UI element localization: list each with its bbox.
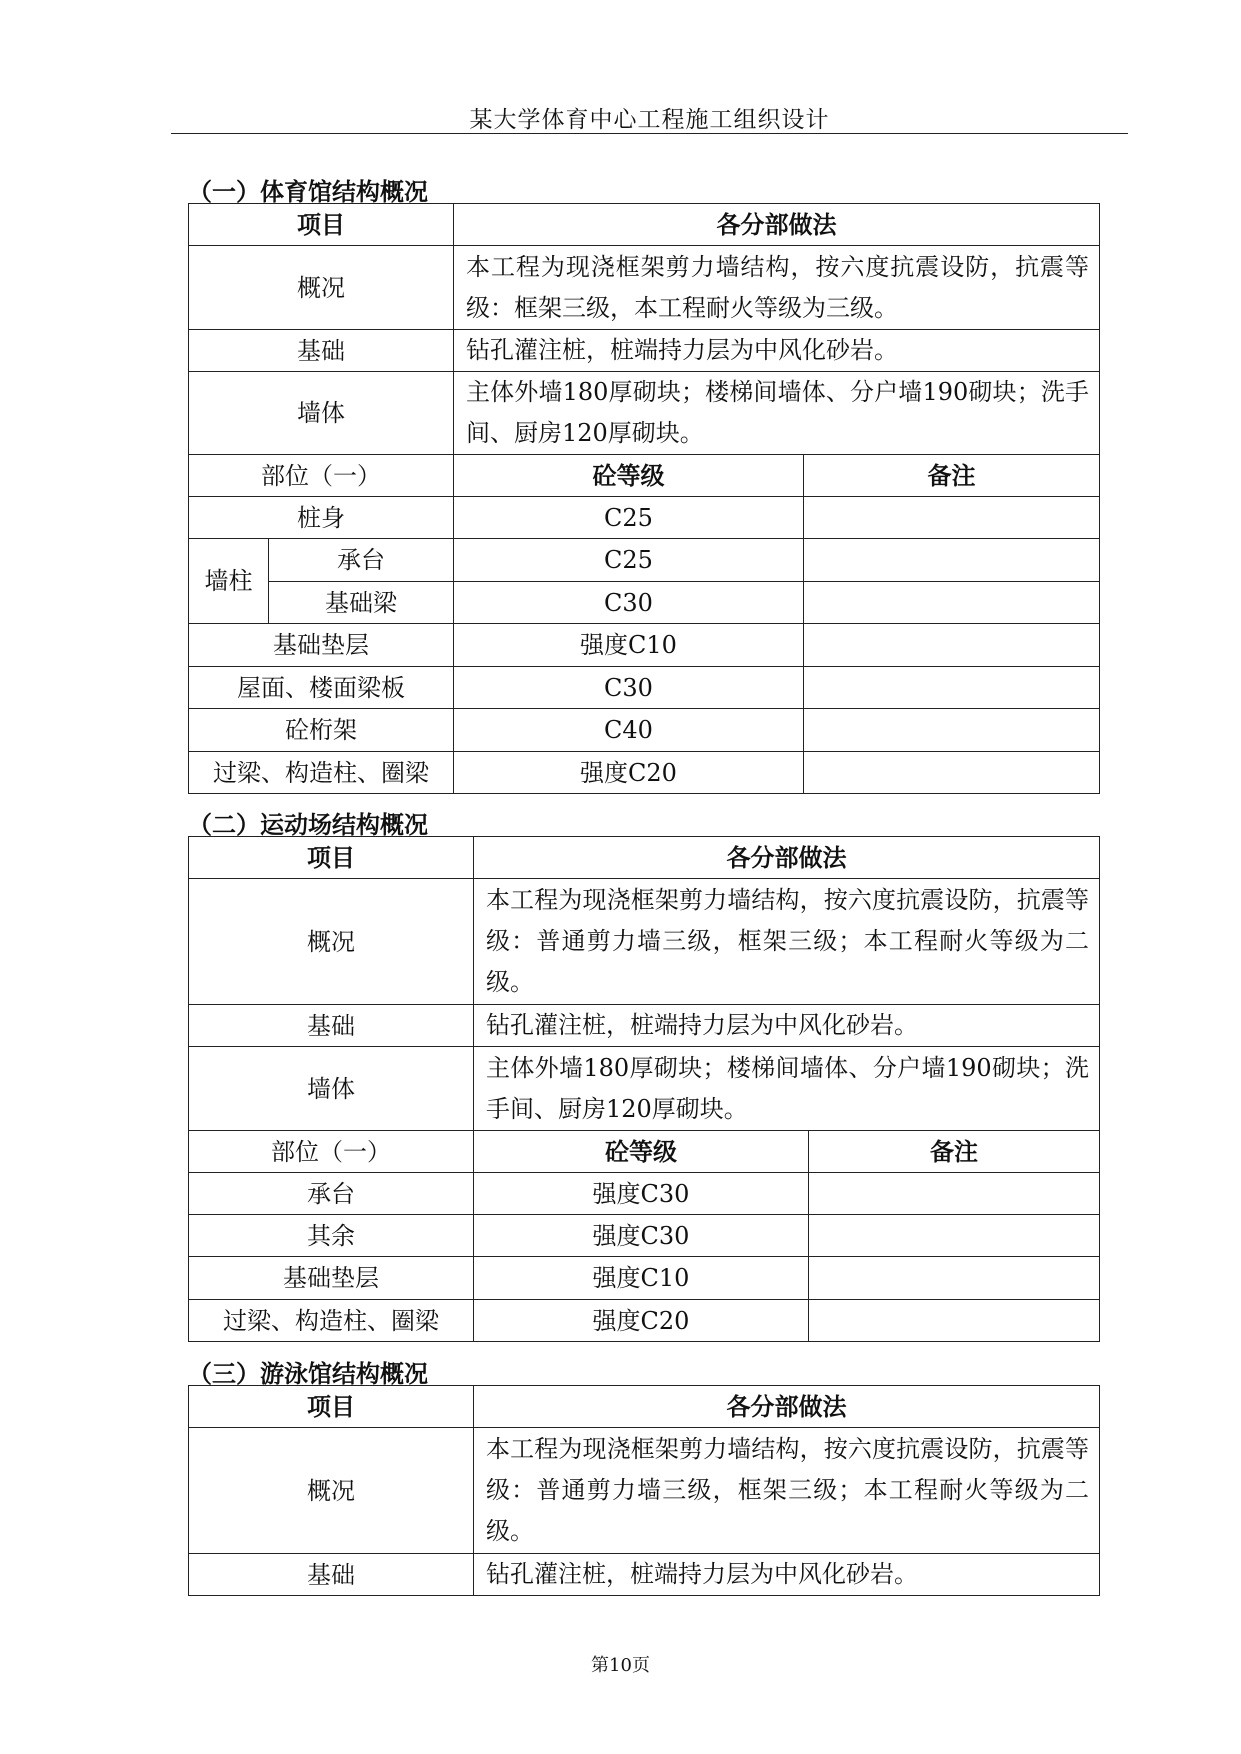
section-title: （二）运动场结构概况	[188, 811, 428, 839]
grade-part: 过梁、构造柱、圈梁	[189, 752, 454, 794]
grade-value: 强度C10	[454, 624, 804, 667]
grade-note	[809, 1257, 1100, 1300]
grade-note	[804, 497, 1100, 539]
grade-note	[804, 624, 1100, 667]
row-label: 墙体	[189, 372, 454, 455]
grade-header-grade: 砼等级	[474, 1131, 809, 1173]
row-label: 概况	[189, 1428, 474, 1554]
row-text: 钻孔灌注桩，桩端持力层为中风化砂岩。	[474, 1554, 1100, 1596]
grade-header-part: 部位（一）	[189, 455, 454, 497]
row-text: 本工程为现浇框架剪力墙结构，按六度抗震设防，抗震等级：普通剪力墙三级，框架三级；本工程耐火等级为二级。	[474, 1428, 1100, 1554]
grade-value: 强度C10	[474, 1257, 809, 1300]
grade-note	[804, 539, 1100, 582]
grade-note	[809, 1215, 1100, 1257]
grade-part: 其余	[189, 1215, 474, 1257]
grade-note	[804, 667, 1100, 709]
column-header-item: 项目	[189, 1386, 474, 1428]
section-title: （一）体育馆结构概况	[188, 178, 428, 206]
grade-group-label: 墙柱	[189, 539, 269, 624]
grade-part: 承台	[269, 539, 454, 582]
row-text: 本工程为现浇框架剪力墙结构，按六度抗震设防，抗震等级：普通剪力墙三级，框架三级；本工程耐火等级为二级。	[474, 879, 1100, 1005]
grade-part: 承台	[189, 1173, 474, 1215]
column-header-method: 各分部做法	[474, 837, 1100, 879]
structure-table-gym	[188, 203, 1100, 794]
row-label: 墙体	[189, 1047, 474, 1131]
grade-part: 屋面、楼面梁板	[189, 667, 454, 709]
grade-note	[809, 1300, 1100, 1342]
grade-value: 强度C20	[474, 1300, 809, 1342]
grade-header-note: 备注	[804, 455, 1100, 497]
grade-part: 桩身	[189, 497, 454, 539]
grade-value: C40	[454, 709, 804, 752]
header-rule	[171, 133, 1128, 134]
grade-note	[809, 1173, 1100, 1215]
grade-header-grade: 砼等级	[454, 455, 804, 497]
column-header-method: 各分部做法	[474, 1386, 1100, 1428]
grade-note	[804, 709, 1100, 752]
grade-value: 强度C20	[454, 752, 804, 794]
grade-part: 基础垫层	[189, 624, 454, 667]
row-text: 主体外墙180厚砌块；楼梯间墙体、分户墙190砌块；洗手间、厨房120厚砌块。	[474, 1047, 1100, 1131]
row-text: 本工程为现浇框架剪力墙结构，按六度抗震设防，抗震等级：框架三级，本工程耐火等级为三级。	[454, 246, 1100, 330]
grade-header-note: 备注	[809, 1131, 1100, 1173]
grade-value: C30	[454, 582, 804, 624]
column-header-item: 项目	[189, 204, 454, 246]
row-text: 钻孔灌注桩，桩端持力层为中风化砂岩。	[454, 330, 1100, 372]
row-text: 钻孔灌注桩，桩端持力层为中风化砂岩。	[474, 1005, 1100, 1047]
row-label: 基础	[189, 1554, 474, 1596]
grade-part: 过梁、构造柱、圈梁	[189, 1300, 474, 1342]
row-label: 基础	[189, 1005, 474, 1047]
grade-part: 砼桁架	[189, 709, 454, 752]
structure-table-stadium	[188, 836, 1100, 1342]
row-label: 概况	[189, 246, 454, 330]
structure-table-pool	[188, 1385, 1100, 1596]
row-text: 主体外墙180厚砌块；楼梯间墙体、分户墙190砌块；洗手间、厨房120厚砌块。	[454, 372, 1100, 455]
row-label: 概况	[189, 879, 474, 1005]
grade-header-part: 部位（一）	[189, 1131, 474, 1173]
section-title: （三）游泳馆结构概况	[188, 1360, 428, 1388]
grade-value: C25	[454, 497, 804, 539]
grade-value: C25	[454, 539, 804, 582]
grade-value: 强度C30	[474, 1173, 809, 1215]
grade-note	[804, 752, 1100, 794]
grade-part: 基础梁	[269, 582, 454, 624]
grade-part: 基础垫层	[189, 1257, 474, 1300]
grade-value: C30	[454, 667, 804, 709]
row-label: 基础	[189, 330, 454, 372]
column-header-item: 项目	[189, 837, 474, 879]
grade-note	[804, 582, 1100, 624]
page-number: 第10页	[591, 1655, 650, 1676]
document-header: 某大学体育中心工程施工组织设计	[469, 107, 830, 133]
column-header-method: 各分部做法	[454, 204, 1100, 246]
grade-value: 强度C30	[474, 1215, 809, 1257]
